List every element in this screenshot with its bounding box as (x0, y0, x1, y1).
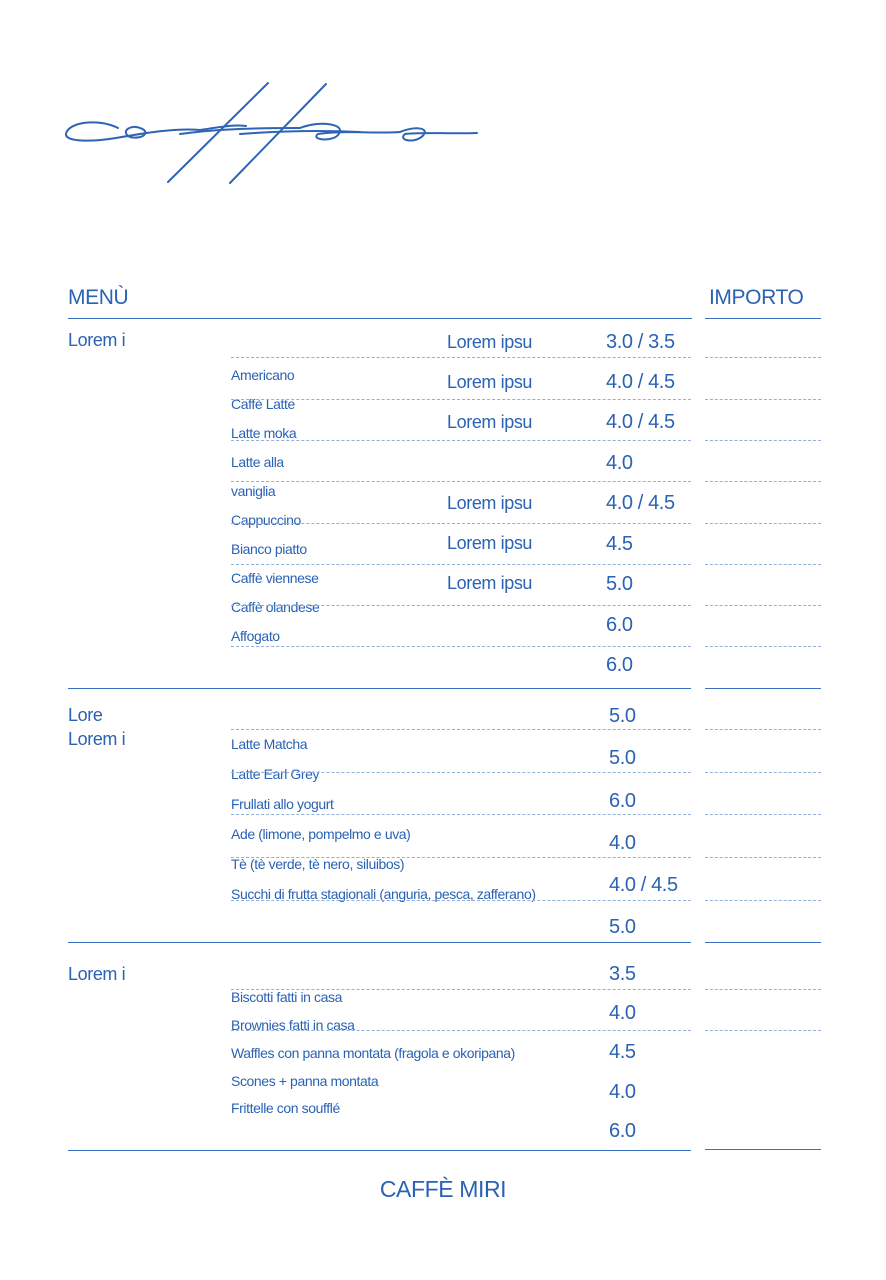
menu-item: Caffè viennese (231, 570, 319, 586)
section-2-title-line-1: Lore (68, 705, 103, 725)
header-rule (68, 318, 692, 319)
amount-divider (705, 900, 821, 901)
row-divider (231, 729, 691, 730)
row-divider (231, 357, 691, 358)
amount-divider (705, 481, 821, 482)
amount-divider (705, 440, 821, 441)
row-divider (231, 814, 691, 815)
item-subtitle: Lorem ipsu (447, 332, 533, 352)
item-price: 6.0 (606, 654, 633, 676)
amount-divider (705, 605, 821, 606)
amount-divider (705, 989, 821, 990)
menu-item: Affogato (231, 628, 280, 644)
amount-divider (705, 1030, 821, 1031)
menu-item: Latte Earl Grey (231, 766, 320, 782)
item-price: 4.5 (606, 533, 633, 555)
menu-item: Biscotti fatti in casa (231, 989, 343, 1005)
item-price: 3.0 / 3.5 (606, 331, 675, 353)
row-divider (231, 989, 691, 990)
item-price: 5.0 (609, 916, 636, 938)
row-divider (231, 399, 691, 400)
amount-header-label: IMPORTO (709, 286, 804, 309)
row-divider (231, 646, 691, 647)
row-divider (231, 900, 691, 901)
menu-item: Latte alla (231, 454, 284, 470)
menu-item: Latte Matcha (231, 736, 308, 752)
row-divider (231, 857, 691, 858)
section-3-title: Lorem i (68, 964, 126, 984)
row-divider (231, 523, 691, 524)
item-price: 6.0 (606, 614, 633, 636)
item-price: 4.0 / 4.5 (609, 874, 678, 896)
menu-item: Caffè Latte (231, 396, 295, 412)
item-price: 4.0 (606, 452, 633, 474)
amount-header-rule (705, 318, 821, 319)
footer-brand: CAFFÈ MIRI (379, 1176, 507, 1202)
menu-item: Frittelle con soufflé (231, 1100, 340, 1116)
amount-divider (705, 646, 821, 647)
amount-divider (705, 357, 821, 358)
row-divider (231, 440, 691, 441)
menu-item: Cappuccino (231, 512, 301, 528)
menu-item: Succhi di frutta stagionali (anguria, pesca, zafferano) (231, 886, 536, 902)
item-price: 4.0 (609, 1081, 636, 1103)
section-2-title-line-2: Lorem i (68, 729, 126, 749)
item-price: 3.5 (609, 963, 636, 985)
item-price: 5.0 (609, 747, 636, 769)
item-price: 5.0 (606, 573, 633, 595)
item-price: 6.0 (609, 1120, 636, 1142)
section-1-rule (68, 688, 691, 689)
item-price: 4.0 (609, 1002, 636, 1024)
item-price: 4.0 / 4.5 (606, 371, 675, 393)
row-divider (231, 605, 691, 606)
menu-item: Waffles con panna montata (fragola e okoripana) (231, 1045, 515, 1061)
menu-item: Brownies fatti in casa (231, 1017, 355, 1033)
menu-item: vaniglia (231, 483, 276, 499)
amount-divider (705, 564, 821, 565)
item-subtitle: Lorem ipsu (447, 372, 533, 392)
row-divider (231, 772, 691, 773)
item-price: 4.0 / 4.5 (606, 411, 675, 433)
section-3-rule (68, 1150, 691, 1151)
menu-item: Caffè olandese (231, 599, 320, 615)
item-subtitle: Lorem ipsu (447, 493, 533, 513)
section-1-title: Lorem i (68, 330, 126, 350)
section-2-amount-rule (705, 942, 821, 943)
item-price: 4.0 (609, 832, 636, 854)
menu-header-label: MENÙ (68, 286, 129, 309)
menu-item: Scones + panna montata (231, 1073, 379, 1089)
section-1-amount-rule (705, 688, 821, 689)
item-price: 4.5 (609, 1041, 636, 1063)
item-price: 4.0 / 4.5 (606, 492, 675, 514)
menu-item: Frullati allo yogurt (231, 796, 334, 812)
menu-item: Bianco piatto (231, 541, 307, 557)
menu-item: Americano (231, 367, 295, 383)
menu-item: Latte moka (231, 425, 297, 441)
item-price: 6.0 (609, 790, 636, 812)
amount-divider (705, 523, 821, 524)
row-divider (231, 564, 691, 565)
amount-divider (705, 857, 821, 858)
amount-divider (705, 729, 821, 730)
amount-divider (705, 772, 821, 773)
amount-divider (705, 814, 821, 815)
row-divider (231, 1030, 691, 1031)
item-subtitle: Lorem ipsu (447, 573, 533, 593)
row-divider (231, 481, 691, 482)
amount-divider (705, 399, 821, 400)
section-2-rule (68, 942, 691, 943)
item-subtitle: Lorem ipsu (447, 533, 533, 553)
menu-item: Tè (tè verde, tè nero, siluibos) (231, 856, 405, 872)
item-price: 5.0 (609, 705, 636, 727)
item-subtitle: Lorem ipsu (447, 412, 533, 432)
menu-item: Ade (limone, pompelmo e uva) (231, 826, 411, 842)
section-3-amount-rule (705, 1149, 821, 1150)
